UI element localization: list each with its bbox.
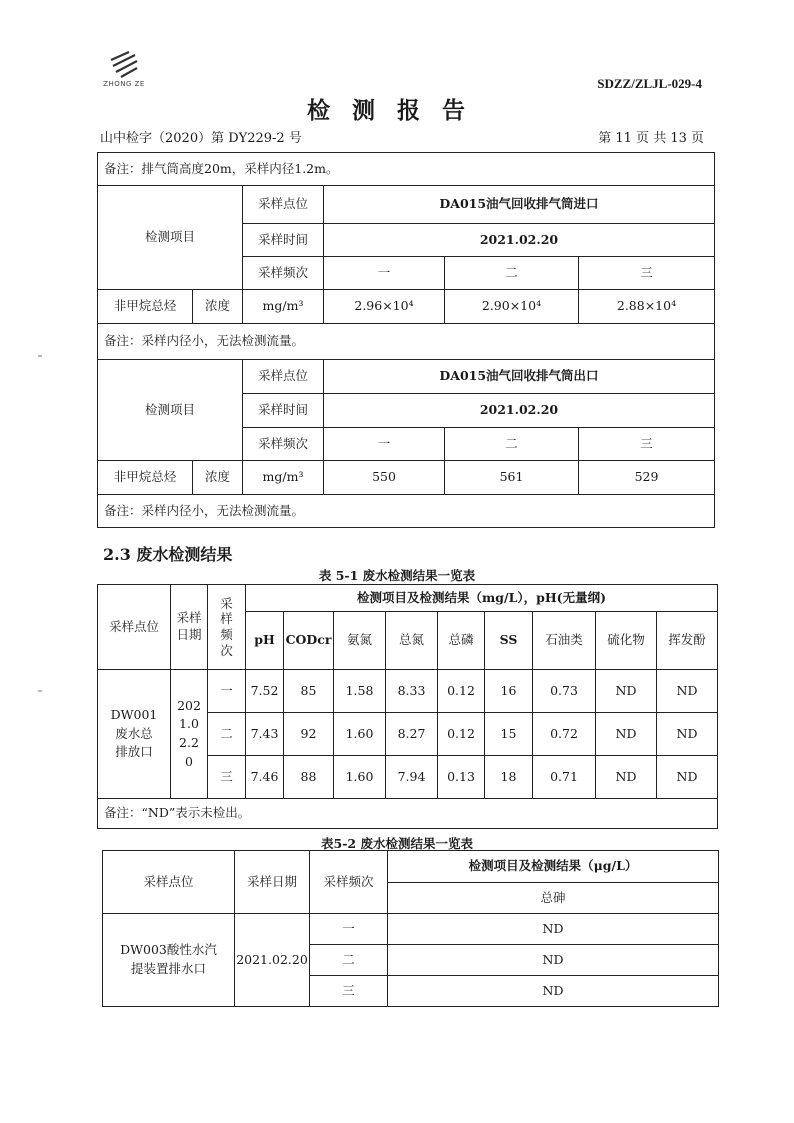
point-value: DA015油气回收排气筒进口 (324, 186, 715, 224)
column-header: 挥发酚 (657, 612, 718, 670)
sample-date: 2021.02.20 (235, 914, 310, 1007)
column-header: 硫化物 (596, 612, 657, 670)
table-cell: ND (657, 756, 718, 799)
wastewater-results-table-1 (97, 584, 718, 829)
point-value: DA015油气回收排气筒出口 (324, 360, 715, 394)
freq-label: 采样频次 (243, 428, 324, 461)
table-cell: 7.52 (246, 670, 284, 713)
page-number: 第 11 页 共 13 页 (598, 131, 704, 146)
freq-cell: 二 (445, 257, 579, 290)
freq-cell: 三 (579, 257, 715, 290)
result-value: 529 (579, 461, 715, 495)
table-cell: ND (596, 670, 657, 713)
table-cell: 92 (284, 713, 334, 756)
unit: mg/m³ (243, 290, 324, 324)
time-value: 2021.02.20 (324, 224, 715, 257)
section-heading: 2.3 废水检测结果 (103, 545, 233, 564)
table-cell: 7.43 (246, 713, 284, 756)
result-value: 2.90×10⁴ (445, 290, 579, 324)
sample-date: 2021.02.20 (171, 670, 208, 799)
binding-mark (38, 355, 42, 357)
header-date: 采样日期 (171, 585, 208, 670)
table-cell: ND (388, 976, 719, 1007)
logo-mark-icon (109, 50, 139, 78)
freq-cell: 三 (310, 976, 388, 1007)
freq-cell: 一 (324, 428, 445, 461)
sample-point: DW001废水总排放口 (98, 670, 171, 799)
result-value: 550 (324, 461, 445, 495)
point-label: 采样点位 (243, 186, 324, 224)
logo-text: ZHONG ZE (103, 80, 145, 88)
table-cell: ND (657, 670, 718, 713)
table-cell: 1.58 (334, 670, 386, 713)
table-cell: 88 (284, 756, 334, 799)
header-point: 采样点位 (98, 585, 171, 670)
table-cell: 0.12 (438, 713, 485, 756)
column-header: 总氮 (386, 612, 438, 670)
table-caption: 表5-2 废水检测结果一览表 (321, 836, 473, 851)
header-date: 采样日期 (235, 851, 310, 914)
company-logo (100, 50, 148, 88)
table-cell: 1.60 (334, 756, 386, 799)
table-cell: 0.73 (533, 670, 596, 713)
table-cell: ND (596, 713, 657, 756)
table-cell: 8.33 (386, 670, 438, 713)
column-header: 总砷 (388, 883, 719, 914)
block-note: 备注：采样内径小，无法检测流量。 (98, 495, 715, 528)
time-label: 采样时间 (243, 394, 324, 428)
table-cell: 18 (485, 756, 533, 799)
table-cell: ND (596, 756, 657, 799)
freq-cell: 一 (310, 914, 388, 945)
item-name: 非甲烷总烃 (98, 290, 193, 324)
table-cell: 0.12 (438, 670, 485, 713)
param-name: 浓度 (193, 290, 243, 324)
header-freq: 采样频次 (310, 851, 388, 914)
binding-mark (38, 690, 42, 692)
table-cell: 1.60 (334, 713, 386, 756)
header-results: 检测项目及检测结果（mg/L），pH(无量纲) (246, 585, 718, 612)
result-value: 561 (445, 461, 579, 495)
header-freq: 采样频次 (208, 585, 246, 670)
column-header: pH (246, 612, 284, 670)
table-cell: ND (388, 945, 719, 976)
column-header: 氨氮 (334, 612, 386, 670)
freq-cell: 三 (579, 428, 715, 461)
freq-label: 采样频次 (243, 257, 324, 290)
time-label: 采样时间 (243, 224, 324, 257)
column-header: CODcr (284, 612, 334, 670)
result-value: 2.96×10⁴ (324, 290, 445, 324)
table-note: 备注：“ND”表示未检出。 (98, 799, 718, 829)
column-header: 总磷 (438, 612, 485, 670)
result-value: 2.88×10⁴ (579, 290, 715, 324)
table-cell: 16 (485, 670, 533, 713)
freq-cell: 二 (445, 428, 579, 461)
freq-cell: 三 (208, 756, 246, 799)
freq-cell: 一 (208, 670, 246, 713)
time-value: 2021.02.20 (324, 394, 715, 428)
freq-cell: 二 (310, 945, 388, 976)
param-name: 浓度 (193, 461, 243, 495)
table-cell: 7.46 (246, 756, 284, 799)
table-cell: 0.13 (438, 756, 485, 799)
report-number: 山中检字（2020）第 DY229-2 号 (100, 131, 302, 146)
column-header: SS (485, 612, 533, 670)
header-results: 检测项目及检测结果（μg/L） (388, 851, 719, 883)
table-cell: 7.94 (386, 756, 438, 799)
block-note: 备注：采样内径小，无法检测流量。 (98, 324, 715, 360)
table-cell: 0.71 (533, 756, 596, 799)
table-cell: ND (657, 713, 718, 756)
table-cell: 15 (485, 713, 533, 756)
page-title: 检测报告 (307, 97, 487, 124)
table-caption: 表 5-1 废水检测结果一览表 (318, 568, 476, 583)
unit: mg/m³ (243, 461, 324, 495)
freq-cell: 一 (324, 257, 445, 290)
wastewater-results-table-2 (102, 850, 719, 1007)
item-header: 检测项目 (98, 360, 243, 461)
sample-point: DW003酸性水汽提装置排水口 (103, 914, 235, 1007)
table-cell: 8.27 (386, 713, 438, 756)
item-header: 检测项目 (98, 186, 243, 290)
table-cell: ND (388, 914, 719, 945)
item-name: 非甲烷总烃 (98, 461, 193, 495)
stack-note: 备注：排气筒高度20m，采样内径1.2m。 (98, 153, 715, 186)
point-label: 采样点位 (243, 360, 324, 394)
table-cell: 0.72 (533, 713, 596, 756)
freq-cell: 二 (208, 713, 246, 756)
table-cell: 85 (284, 670, 334, 713)
column-header: 石油类 (533, 612, 596, 670)
exhaust-gas-results-table (97, 152, 715, 528)
document-code: SDZZ/ZLJL-029-4 (597, 76, 702, 91)
header-point: 采样点位 (103, 851, 235, 914)
